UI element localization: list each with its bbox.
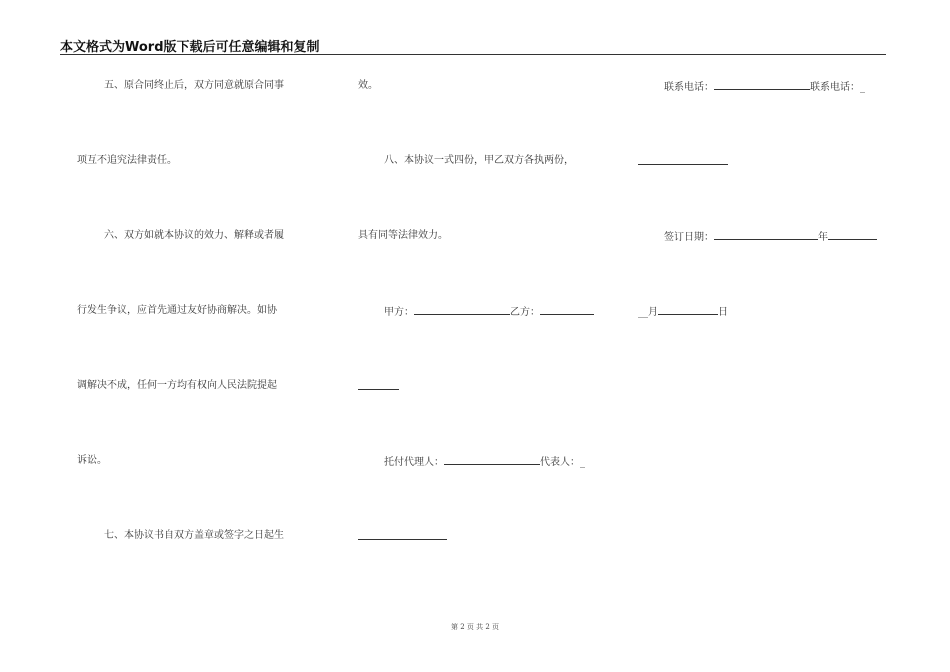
page-number: 第 2 页 共 2 页 [450,623,500,631]
contact-phone-b-tail: _ [860,82,865,93]
representative-blank-continuation [358,530,447,544]
contact-phone-a-blank [714,80,810,90]
day-label: 日 [718,307,728,318]
month-label: 月 [648,307,658,318]
party-a-blank [414,305,510,315]
year-label: 年 [818,232,828,243]
party-b-label: 乙方： [510,307,540,318]
clause-7-line-1: 七、本协议书自双方盖章或签字之日起生 [104,530,284,541]
party-signature-line [384,305,594,319]
clause-6-line-3: 调解决不成，任何一方均有权向人民法院提起 [77,380,277,391]
party-b-blank [540,305,594,315]
agent-signature-line [384,455,585,469]
clause-8-line-1: 八、本协议一式四份，甲乙双方各执两份， [384,155,574,166]
month-prefix: __ [638,307,648,318]
party-blank-continuation [358,380,399,394]
page-header [60,36,886,55]
clause-6-line-2: 行发生争议，应首先通过友好协商解决。如协 [77,305,277,316]
contact-phone-b-label: 联系电话： [810,82,860,93]
clause-6-line-4: 诉讼。 [77,455,107,466]
signing-date-line [664,230,877,244]
clause-6-line-1: 六、双方如就本协议的效力、解释或者履 [104,230,284,241]
representative-tail: _ [580,457,585,468]
clause-5-line-1: 五、原合同终止后，双方同意就原合同事 [104,80,284,91]
representative-label: 代表人： [540,457,580,468]
party-a-label: 甲方： [384,307,414,318]
clause-8-line-2: 具有同等法律效力。 [358,230,448,241]
clause-7-line-2: 效。 [358,80,378,91]
year-blank [828,230,877,240]
contact-continuation-blank [638,155,728,165]
party-continuation-blank [358,380,399,390]
month-blank [658,305,718,315]
signing-date-blank [714,230,818,240]
agent-label: 托付代理人： [384,457,444,468]
month-day-line [638,305,728,319]
representative-continuation-blank [358,530,447,540]
header-title: 本文格式为Word版下载后可任意编辑和复制 [60,40,320,55]
contact-phone-a-label: 联系电话： [664,82,714,93]
clause-5-line-2: 项互不追究法律责任。 [77,155,177,166]
signing-date-label: 签订日期： [664,232,714,243]
agent-blank [444,455,540,465]
contact-blank-continuation [638,155,728,169]
contact-phone-line [664,80,865,94]
